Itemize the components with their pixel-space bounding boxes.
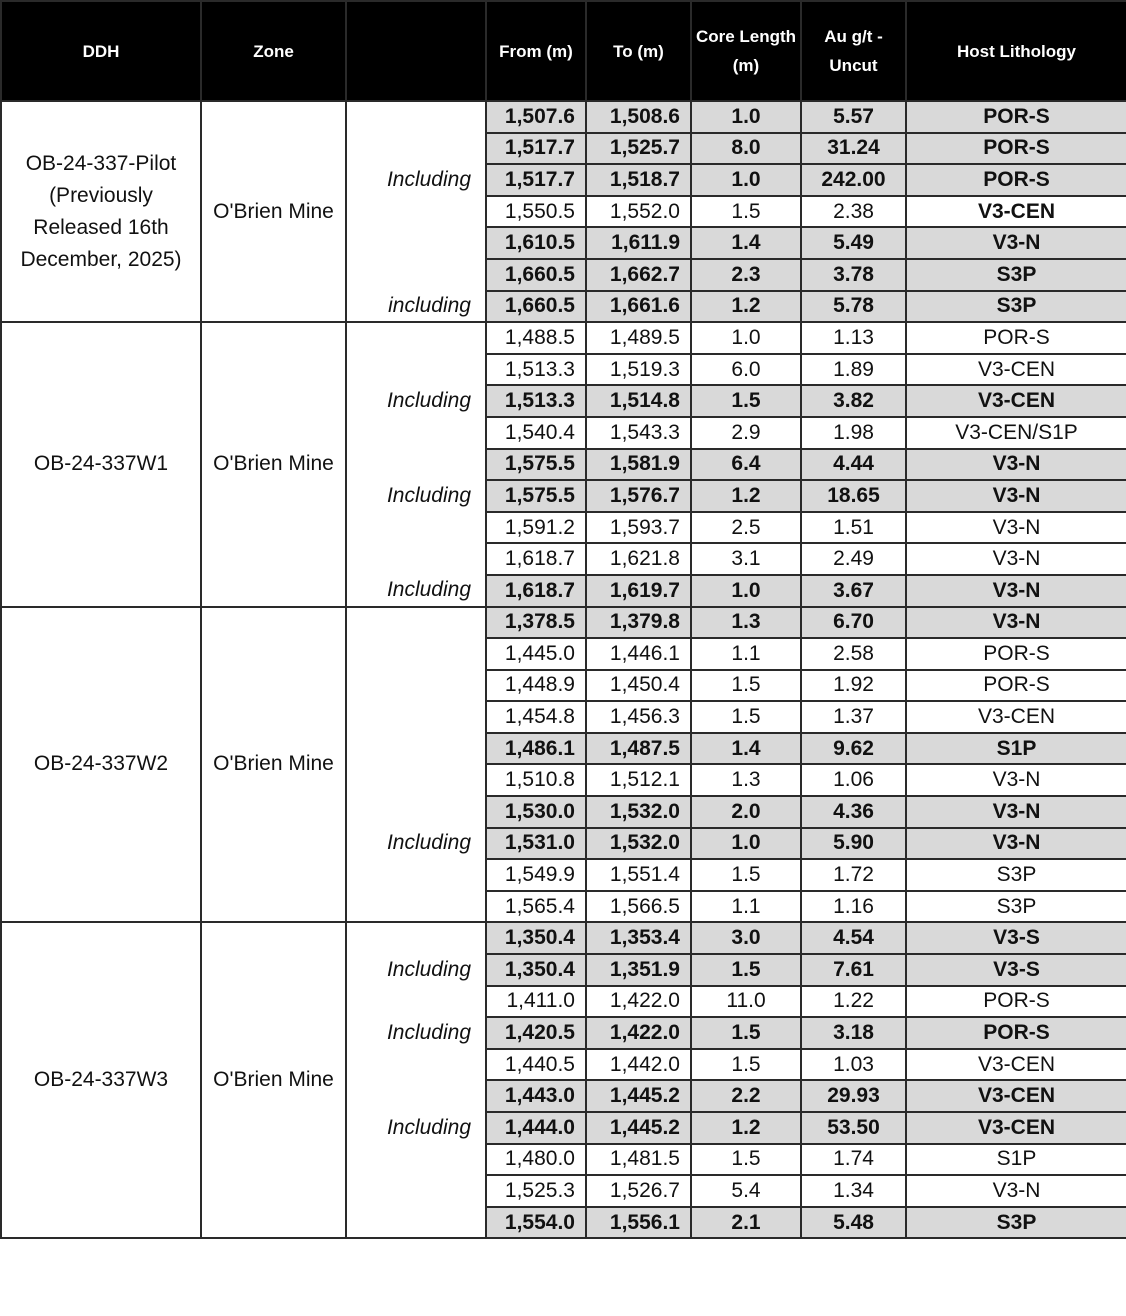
au-grade-cell: 1.98 <box>801 417 906 449</box>
note-cell <box>346 638 486 670</box>
note-cell <box>346 196 486 228</box>
au-grade-cell: 1.13 <box>801 322 906 354</box>
host-lithology-cell: V3-CEN/S1P <box>906 417 1126 449</box>
to-cell: 1,379.8 <box>586 607 691 639</box>
to-cell: 1,532.0 <box>586 796 691 828</box>
note-cell <box>346 1049 486 1081</box>
from-cell: 1,517.7 <box>486 164 586 196</box>
table-row <box>1 101 1126 133</box>
to-cell: 1,551.4 <box>586 859 691 891</box>
note-cell <box>346 922 486 954</box>
au-grade-cell: 5.90 <box>801 828 906 860</box>
host-lithology-cell: V3-CEN <box>906 354 1126 386</box>
core-length-cell: 5.4 <box>691 1175 801 1207</box>
table-body <box>1 101 1126 1238</box>
host-lithology-cell: V3-N <box>906 828 1126 860</box>
host-lithology-cell: S3P <box>906 291 1126 323</box>
ddh-cell: OB-24-337W2 <box>1 607 201 923</box>
core-length-cell: 1.0 <box>691 164 801 196</box>
au-grade-cell: 18.65 <box>801 480 906 512</box>
host-lithology-cell: POR-S <box>906 638 1126 670</box>
au-grade-cell: 1.16 <box>801 891 906 923</box>
host-lithology-cell: V3-N <box>906 575 1126 607</box>
from-cell: 1,660.5 <box>486 259 586 291</box>
to-cell: 1,445.2 <box>586 1080 691 1112</box>
core-length-cell: 1.2 <box>691 1112 801 1144</box>
host-lithology-cell: V3-N <box>906 796 1126 828</box>
from-cell: 1,660.5 <box>486 291 586 323</box>
core-length-cell: 1.5 <box>691 954 801 986</box>
from-cell: 1,575.5 <box>486 449 586 481</box>
from-cell: 1,443.0 <box>486 1080 586 1112</box>
ddh-cell: OB-24-337W1 <box>1 322 201 606</box>
header-au-grade: Au g/t - Uncut <box>801 1 906 101</box>
from-cell: 1,549.9 <box>486 859 586 891</box>
host-lithology-cell: V3-CEN <box>906 385 1126 417</box>
to-cell: 1,508.6 <box>586 101 691 133</box>
to-cell: 1,576.7 <box>586 480 691 512</box>
to-cell: 1,487.5 <box>586 733 691 765</box>
note-cell: Including <box>346 385 486 417</box>
from-cell: 1,420.5 <box>486 1017 586 1049</box>
host-lithology-cell: V3-N <box>906 543 1126 575</box>
table-header-row <box>1 1 1126 101</box>
note-cell <box>346 1080 486 1112</box>
au-grade-cell: 1.92 <box>801 670 906 702</box>
au-grade-cell: 1.34 <box>801 1175 906 1207</box>
from-cell: 1,510.8 <box>486 764 586 796</box>
host-lithology-cell: V3-N <box>906 227 1126 259</box>
to-cell: 1,445.2 <box>586 1112 691 1144</box>
host-lithology-cell: V3-CEN <box>906 1112 1126 1144</box>
to-cell: 1,611.9 <box>586 227 691 259</box>
au-grade-cell: 4.44 <box>801 449 906 481</box>
note-cell <box>346 322 486 354</box>
to-cell: 1,481.5 <box>586 1144 691 1176</box>
host-lithology-cell: S1P <box>906 1144 1126 1176</box>
to-cell: 1,556.1 <box>586 1207 691 1239</box>
note-cell: Including <box>346 575 486 607</box>
au-grade-cell: 2.38 <box>801 196 906 228</box>
core-length-cell: 1.2 <box>691 480 801 512</box>
to-cell: 1,442.0 <box>586 1049 691 1081</box>
ddh-cell: OB-24-337W3 <box>1 922 201 1238</box>
to-cell: 1,450.4 <box>586 670 691 702</box>
au-grade-cell: 4.54 <box>801 922 906 954</box>
host-lithology-cell: POR-S <box>906 164 1126 196</box>
note-cell <box>346 449 486 481</box>
au-grade-cell: 3.67 <box>801 575 906 607</box>
core-length-cell: 11.0 <box>691 986 801 1018</box>
host-lithology-cell: POR-S <box>906 101 1126 133</box>
table-row <box>1 922 1126 954</box>
core-length-cell: 1.5 <box>691 701 801 733</box>
from-cell: 1,378.5 <box>486 607 586 639</box>
core-length-cell: 2.9 <box>691 417 801 449</box>
core-length-cell: 1.5 <box>691 670 801 702</box>
from-cell: 1,525.3 <box>486 1175 586 1207</box>
host-lithology-cell: V3-N <box>906 764 1126 796</box>
core-length-cell: 1.5 <box>691 859 801 891</box>
zone-cell: O'Brien Mine <box>201 607 346 923</box>
au-grade-cell: 9.62 <box>801 733 906 765</box>
core-length-cell: 1.5 <box>691 196 801 228</box>
au-grade-cell: 29.93 <box>801 1080 906 1112</box>
from-cell: 1,610.5 <box>486 227 586 259</box>
host-lithology-cell: POR-S <box>906 133 1126 165</box>
au-grade-cell: 7.61 <box>801 954 906 986</box>
au-grade-cell: 4.36 <box>801 796 906 828</box>
to-cell: 1,662.7 <box>586 259 691 291</box>
table-row <box>1 322 1126 354</box>
host-lithology-cell: V3-N <box>906 449 1126 481</box>
au-grade-cell: 1.03 <box>801 1049 906 1081</box>
au-grade-cell: 1.37 <box>801 701 906 733</box>
from-cell: 1,440.5 <box>486 1049 586 1081</box>
core-length-cell: 2.2 <box>691 1080 801 1112</box>
note-cell <box>346 701 486 733</box>
core-length-cell: 1.0 <box>691 101 801 133</box>
to-cell: 1,514.8 <box>586 385 691 417</box>
host-lithology-cell: V3-N <box>906 607 1126 639</box>
core-length-cell: 1.5 <box>691 385 801 417</box>
from-cell: 1,454.8 <box>486 701 586 733</box>
note-cell <box>346 796 486 828</box>
core-length-cell: 3.0 <box>691 922 801 954</box>
note-cell <box>346 227 486 259</box>
au-grade-cell: 1.06 <box>801 764 906 796</box>
core-length-cell: 1.0 <box>691 575 801 607</box>
core-length-cell: 2.1 <box>691 1207 801 1239</box>
from-cell: 1,550.5 <box>486 196 586 228</box>
to-cell: 1,446.1 <box>586 638 691 670</box>
from-cell: 1,540.4 <box>486 417 586 449</box>
from-cell: 1,565.4 <box>486 891 586 923</box>
host-lithology-cell: V3-N <box>906 480 1126 512</box>
au-grade-cell: 242.00 <box>801 164 906 196</box>
from-cell: 1,445.0 <box>486 638 586 670</box>
au-grade-cell: 5.57 <box>801 101 906 133</box>
au-grade-cell: 2.49 <box>801 543 906 575</box>
note-cell: Including <box>346 164 486 196</box>
from-cell: 1,488.5 <box>486 322 586 354</box>
from-cell: 1,517.7 <box>486 133 586 165</box>
to-cell: 1,489.5 <box>586 322 691 354</box>
note-cell <box>346 891 486 923</box>
from-cell: 1,530.0 <box>486 796 586 828</box>
to-cell: 1,581.9 <box>586 449 691 481</box>
core-length-cell: 1.3 <box>691 764 801 796</box>
au-grade-cell: 5.49 <box>801 227 906 259</box>
host-lithology-cell: V3-CEN <box>906 701 1126 733</box>
au-grade-cell: 1.89 <box>801 354 906 386</box>
from-cell: 1,448.9 <box>486 670 586 702</box>
from-cell: 1,618.7 <box>486 575 586 607</box>
host-lithology-cell: V3-N <box>906 1175 1126 1207</box>
from-cell: 1,554.0 <box>486 1207 586 1239</box>
header-to: To (m) <box>586 1 691 101</box>
to-cell: 1,526.7 <box>586 1175 691 1207</box>
to-cell: 1,532.0 <box>586 828 691 860</box>
note-cell <box>346 512 486 544</box>
to-cell: 1,519.3 <box>586 354 691 386</box>
to-cell: 1,552.0 <box>586 196 691 228</box>
to-cell: 1,621.8 <box>586 543 691 575</box>
core-length-cell: 2.3 <box>691 259 801 291</box>
note-cell <box>346 101 486 133</box>
host-lithology-cell: POR-S <box>906 670 1126 702</box>
header-from: From (m) <box>486 1 586 101</box>
from-cell: 1,444.0 <box>486 1112 586 1144</box>
note-cell <box>346 259 486 291</box>
host-lithology-cell: V3-N <box>906 512 1126 544</box>
note-cell: Including <box>346 1112 486 1144</box>
au-grade-cell: 31.24 <box>801 133 906 165</box>
host-lithology-cell: V3-S <box>906 922 1126 954</box>
note-cell <box>346 1175 486 1207</box>
header-note <box>346 1 486 101</box>
core-length-cell: 1.1 <box>691 638 801 670</box>
au-grade-cell: 3.78 <box>801 259 906 291</box>
to-cell: 1,619.7 <box>586 575 691 607</box>
note-cell <box>346 1207 486 1239</box>
header-zone: Zone <box>201 1 346 101</box>
core-length-cell: 1.2 <box>691 291 801 323</box>
note-cell <box>346 986 486 1018</box>
from-cell: 1,507.6 <box>486 101 586 133</box>
host-lithology-cell: V3-CEN <box>906 1080 1126 1112</box>
zone-cell: O'Brien Mine <box>201 101 346 322</box>
to-cell: 1,661.6 <box>586 291 691 323</box>
core-length-cell: 1.5 <box>691 1049 801 1081</box>
to-cell: 1,422.0 <box>586 1017 691 1049</box>
core-length-cell: 1.0 <box>691 828 801 860</box>
to-cell: 1,518.7 <box>586 164 691 196</box>
au-grade-cell: 1.72 <box>801 859 906 891</box>
host-lithology-cell: POR-S <box>906 986 1126 1018</box>
host-lithology-cell: S3P <box>906 859 1126 891</box>
note-cell: Including <box>346 954 486 986</box>
au-grade-cell: 5.48 <box>801 1207 906 1239</box>
au-grade-cell: 53.50 <box>801 1112 906 1144</box>
core-length-cell: 1.4 <box>691 227 801 259</box>
host-lithology-cell: POR-S <box>906 322 1126 354</box>
note-cell <box>346 543 486 575</box>
table-row <box>1 607 1126 639</box>
au-grade-cell: 3.18 <box>801 1017 906 1049</box>
zone-cell: O'Brien Mine <box>201 322 346 606</box>
note-cell <box>346 417 486 449</box>
au-grade-cell: 2.58 <box>801 638 906 670</box>
header-ddh: DDH <box>1 1 201 101</box>
to-cell: 1,351.9 <box>586 954 691 986</box>
from-cell: 1,513.3 <box>486 354 586 386</box>
to-cell: 1,593.7 <box>586 512 691 544</box>
core-length-cell: 1.3 <box>691 607 801 639</box>
from-cell: 1,411.0 <box>486 986 586 1018</box>
host-lithology-cell: V3-CEN <box>906 196 1126 228</box>
ddh-cell: OB-24-337-Pilot (Previously Released 16th December, 2025) <box>1 101 201 322</box>
to-cell: 1,353.4 <box>586 922 691 954</box>
to-cell: 1,543.3 <box>586 417 691 449</box>
note-cell <box>346 607 486 639</box>
au-grade-cell: 1.51 <box>801 512 906 544</box>
host-lithology-cell: V3-CEN <box>906 1049 1126 1081</box>
note-cell <box>346 133 486 165</box>
to-cell: 1,566.5 <box>586 891 691 923</box>
core-length-cell: 6.0 <box>691 354 801 386</box>
core-length-cell: 2.5 <box>691 512 801 544</box>
au-grade-cell: 3.82 <box>801 385 906 417</box>
note-cell: Including <box>346 1017 486 1049</box>
to-cell: 1,525.7 <box>586 133 691 165</box>
core-length-cell: 3.1 <box>691 543 801 575</box>
note-cell <box>346 1144 486 1176</box>
host-lithology-cell: S3P <box>906 1207 1126 1239</box>
from-cell: 1,575.5 <box>486 480 586 512</box>
header-core-length: Core Length (m) <box>691 1 801 101</box>
from-cell: 1,350.4 <box>486 922 586 954</box>
note-cell: Including <box>346 480 486 512</box>
au-grade-cell: 5.78 <box>801 291 906 323</box>
au-grade-cell: 1.74 <box>801 1144 906 1176</box>
zone-cell: O'Brien Mine <box>201 922 346 1238</box>
au-grade-cell: 6.70 <box>801 607 906 639</box>
from-cell: 1,513.3 <box>486 385 586 417</box>
core-length-cell: 1.1 <box>691 891 801 923</box>
core-length-cell: 1.5 <box>691 1144 801 1176</box>
from-cell: 1,350.4 <box>486 954 586 986</box>
core-length-cell: 2.0 <box>691 796 801 828</box>
to-cell: 1,422.0 <box>586 986 691 1018</box>
note-cell <box>346 670 486 702</box>
host-lithology-cell: S1P <box>906 733 1126 765</box>
core-length-cell: 1.0 <box>691 322 801 354</box>
note-cell: including <box>346 291 486 323</box>
from-cell: 1,618.7 <box>486 543 586 575</box>
core-length-cell: 1.4 <box>691 733 801 765</box>
from-cell: 1,480.0 <box>486 1144 586 1176</box>
from-cell: 1,486.1 <box>486 733 586 765</box>
host-lithology-cell: V3-S <box>906 954 1126 986</box>
host-lithology-cell: POR-S <box>906 1017 1126 1049</box>
from-cell: 1,531.0 <box>486 828 586 860</box>
note-cell <box>346 354 486 386</box>
au-grade-cell: 1.22 <box>801 986 906 1018</box>
to-cell: 1,456.3 <box>586 701 691 733</box>
note-cell <box>346 859 486 891</box>
note-cell: Including <box>346 828 486 860</box>
core-length-cell: 1.5 <box>691 1017 801 1049</box>
core-length-cell: 8.0 <box>691 133 801 165</box>
host-lithology-cell: S3P <box>906 891 1126 923</box>
from-cell: 1,591.2 <box>486 512 586 544</box>
header-host-lithology: Host Lithology <box>906 1 1126 101</box>
to-cell: 1,512.1 <box>586 764 691 796</box>
core-length-cell: 6.4 <box>691 449 801 481</box>
host-lithology-cell: S3P <box>906 259 1126 291</box>
note-cell <box>346 764 486 796</box>
note-cell <box>346 733 486 765</box>
